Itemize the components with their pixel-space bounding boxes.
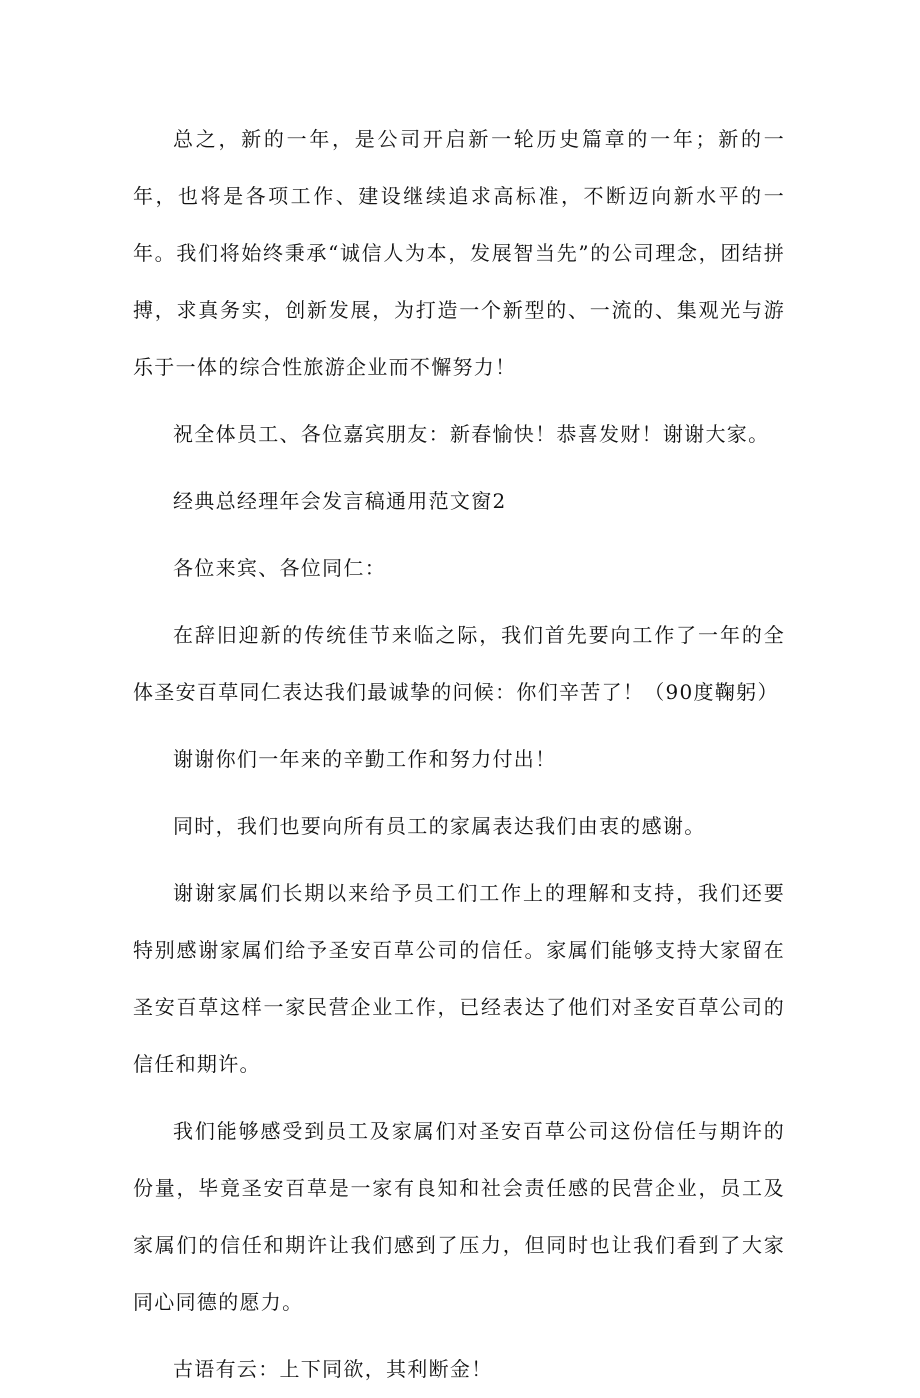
paragraph-gap	[0, 1331, 920, 1341]
paragraph-family-support: 谢谢家属们长期以来给予员工们工作上的理解和支持，我们还要特别感谢家属们给予圣安百草公司的信任。家属们能够支持大家留在圣安百草这样一家民营企业工作，已经表达了他们对圣安百草公司的信任和期许。	[133, 881, 785, 1076]
section-heading: 经典总经理年会发言稿通用范文窗2	[173, 489, 507, 513]
paragraph-proverb: 古语有云：上下同欲，其利断金！	[173, 1357, 493, 1381]
paragraph-gap	[0, 1093, 920, 1103]
paragraph-family-thanks: 同时，我们也要向所有员工的家属表达我们由衷的感谢。	[173, 814, 706, 838]
paragraph-conclusion: 总之，新的一年，是公司开启新一轮历史篇章的一年；新的一年，也将是各项工作、建设继续追求高标准，不断迈向新水平的一年。我们将始终秉承“诚信人为本，发展智当先”的公司理念，团结拼搏，求真务实，创新发展，为打造一个新型的、一流的、集观光与游乐于一体的综合性旅游企业而不懈努力！	[133, 127, 785, 379]
salutation: 各位来宾、各位同仁：	[173, 556, 386, 580]
paragraph-gap	[0, 788, 920, 798]
paragraph-gap	[0, 721, 920, 731]
paragraph-trust: 我们能够感受到员工及家属们对圣安百草公司这份信任与期许的份量，毕竟圣安百草是一家有良知和社会责任感的民营企业，员工及家属们的信任和期许让我们感到了压力，但同时也让我们看到了大家同心同德的愿力。	[133, 1119, 785, 1314]
paragraph-thanks: 谢谢你们一年来的辛勤工作和努力付出！	[173, 747, 557, 771]
paragraph-gap	[0, 530, 920, 540]
paragraph-gap	[0, 855, 920, 865]
paragraph-new-year-wish: 祝全体员工、各位嘉宾朋友：新春愉快！恭喜发财！谢谢大家。	[173, 422, 770, 446]
paragraph-greeting: 在辞旧迎新的传统佳节来临之际，我们首先要向工作了一年的全体圣安百草同仁表达我们最诚挚的问候：你们辛苦了！（90度鞠躬）	[133, 623, 785, 704]
paragraph-gap	[0, 396, 920, 406]
paragraph-gap	[0, 463, 920, 473]
paragraph-gap	[0, 597, 920, 607]
